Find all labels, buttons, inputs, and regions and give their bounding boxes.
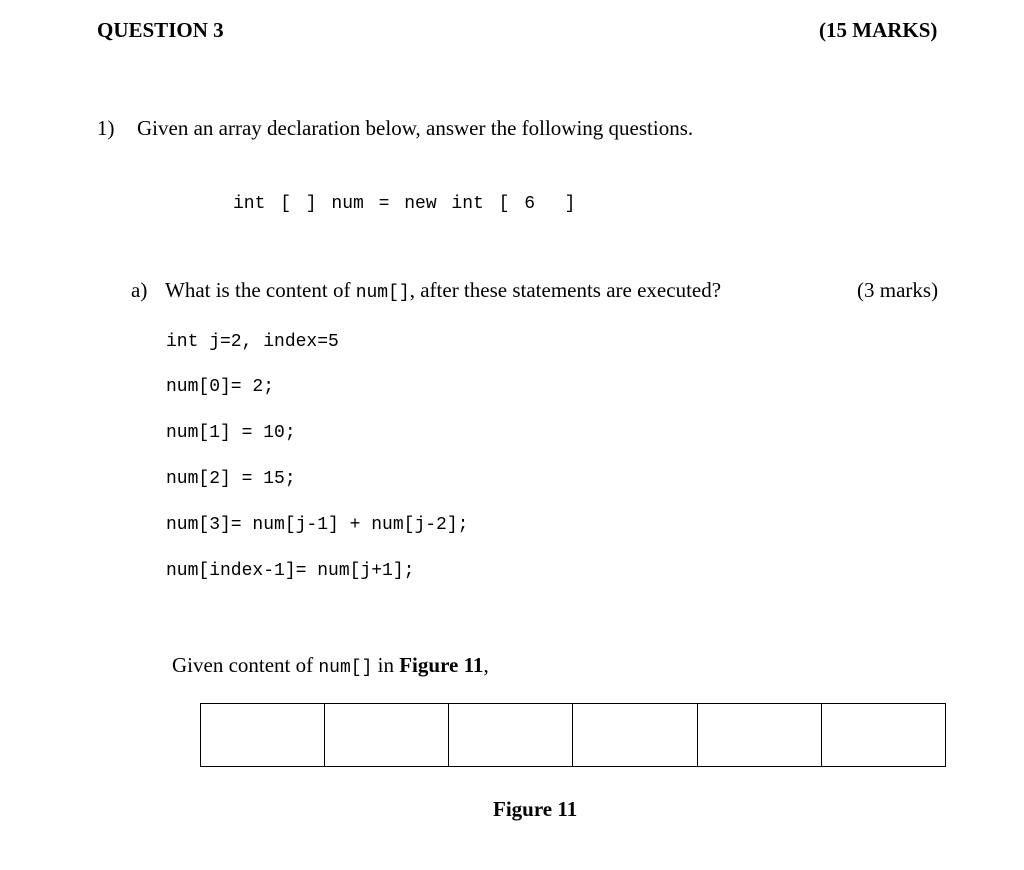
- part-a-inline-code: num[]: [355, 283, 410, 303]
- array-cell: [697, 704, 821, 767]
- part-a-marks: (3 marks): [857, 278, 939, 302]
- given-text-after: ,: [483, 653, 489, 677]
- code-line: num[3]= num[j-1] + num[j-2];: [166, 515, 469, 535]
- figure-caption: Figure 11: [493, 797, 578, 821]
- code-line: num[index-1]= num[j+1];: [166, 561, 415, 581]
- array-row: [201, 704, 946, 767]
- part-a-text-after: , after these statements are executed?: [409, 278, 722, 302]
- part-a-label: a): [131, 278, 148, 302]
- array-cell: [449, 704, 573, 767]
- array-cell: [325, 704, 449, 767]
- array-figure-table: [200, 703, 946, 767]
- given-content-text: [172, 653, 489, 678]
- question-marks: (15 MARKS): [819, 18, 938, 42]
- array-cell: [573, 704, 697, 767]
- array-cell: [821, 704, 945, 767]
- array-cell: [201, 704, 325, 767]
- code-line: num[1] = 10;: [166, 423, 296, 443]
- given-text-middle: in: [372, 653, 400, 677]
- code-line: num[0]= 2;: [166, 377, 275, 397]
- question-number: 1): [97, 116, 115, 140]
- question-text: Given an array declaration below, answer the following questions.: [137, 116, 694, 140]
- figure-reference: Figure 11: [399, 653, 484, 677]
- code-line: num[2] = 15;: [166, 469, 296, 489]
- part-a-text-before: What is the content of: [165, 278, 356, 302]
- code-line: int j=2, index=5: [166, 332, 339, 352]
- given-text-before: Given content of: [172, 653, 319, 677]
- array-declaration-code: int [ ] num = new int [ 6 ]: [233, 194, 576, 214]
- part-a-question: [165, 278, 721, 303]
- question-title: QUESTION 3: [97, 18, 224, 42]
- given-inline-code: num[]: [318, 658, 373, 678]
